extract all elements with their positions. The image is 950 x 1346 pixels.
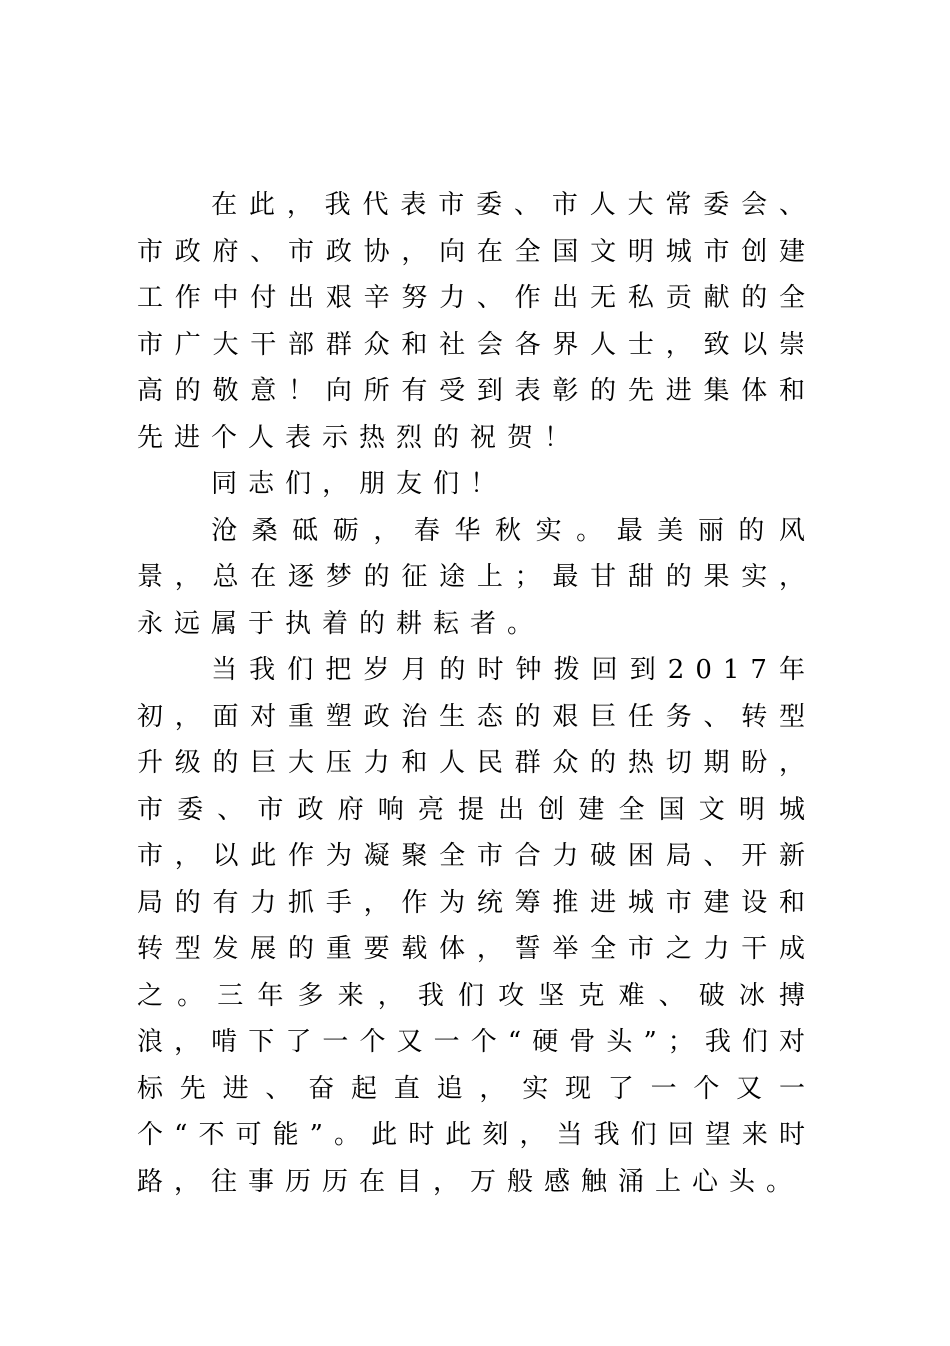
paragraph-history: 当我们把岁月的时钟拨回到2017年初，面对重塑政治生态的艰巨任务、转型升级的巨大压力和人民群众的热切期盼，市委、市政府响亮提出创建全国文明城市，以此作为凝聚全市合力破困局、开新局的有力抓手，作为统筹推进城市建设和转型发展的重要载体，誓举全市之力干成之。三年多来，我们攻坚克难、破冰搏浪，啃下了一个又一个“硬骨头”；我们对标先进、奋起直追，实现了一个又一个“不可能”。此时此刻，当我们回望来时路，往事历历在目，万般感触涌上心头。 xyxy=(137,655,816,1197)
paragraph-tribute: 在此，我代表市委、市人大常委会、市政府、市政协，向在全国文明城市创建工作中付出艰辛努力、作出无私贡献的全市广大干部群众和社会各界人士，致以崇高的敬意！向所有受到表彰的先进集体和先进个人表示热烈的祝贺！ xyxy=(137,190,816,453)
document-body xyxy=(137,182,816,1205)
paragraph-greeting: 同志们，朋友们！ xyxy=(211,469,508,499)
paragraph-reflection: 沧桑砥砺，春华秋实。最美丽的风景，总在逐梦的征途上；最甘甜的果实，永远属于执着的耕耘者。 xyxy=(137,515,816,639)
